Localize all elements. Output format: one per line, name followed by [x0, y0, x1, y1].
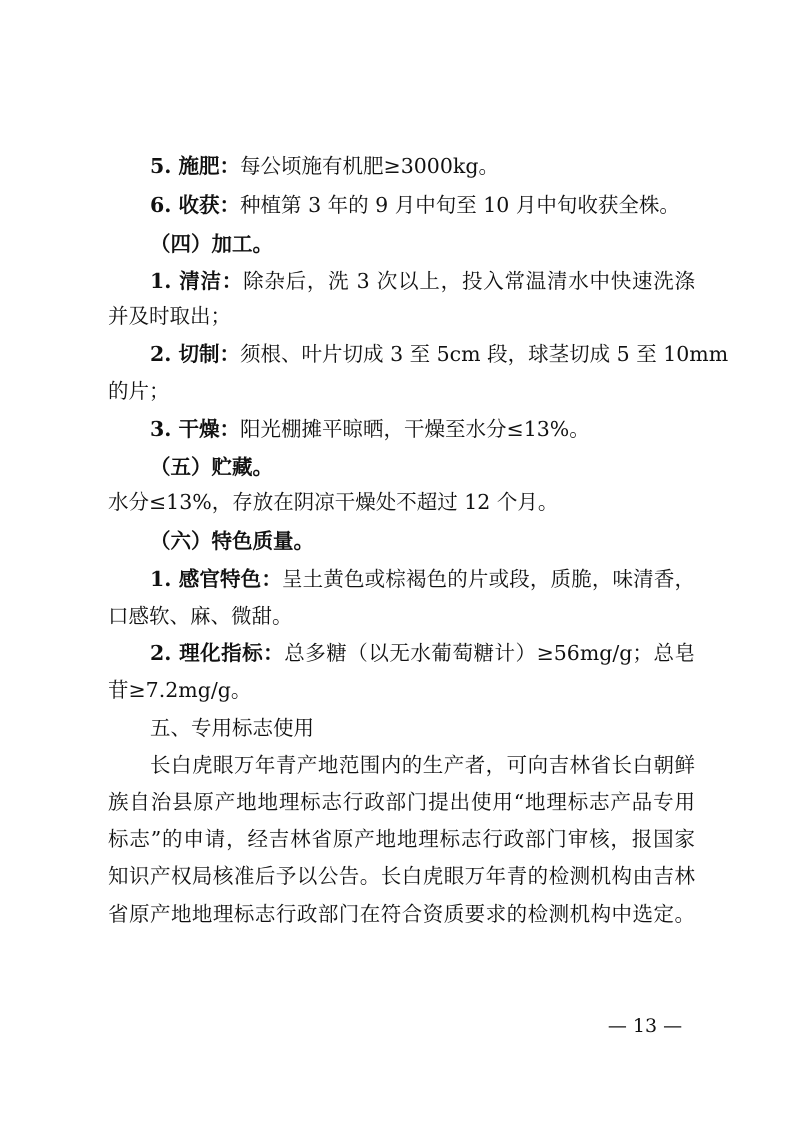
section-heading: 五、专用标志使用 [150, 716, 314, 740]
item-cleaning [150, 268, 695, 294]
item-label: 5. 施肥： [150, 154, 241, 178]
item-sensory [150, 566, 695, 592]
item-label: 6. 收获： [150, 193, 241, 217]
item-cutting-cont: 的片； [108, 379, 170, 403]
heading-quality: （六）特色质量。 [150, 529, 314, 553]
paragraph-line: 知识产权局核准后予以公告。长白虎眼万年青的检测机构由吉林 [108, 864, 695, 888]
storage-text: 水分≤13%，存放在阴凉干燥处不超过 12 个月。 [108, 490, 559, 514]
item-text: 除杂后，洗 3 次以上，投入常温清水中快速洗涤 [243, 269, 695, 293]
item-cutting [150, 341, 729, 367]
item-fertilize [150, 153, 695, 179]
page-number: — 13 — [607, 1015, 683, 1037]
item-text: 须根、叶片切成 3 至 5cm 段，球茎切成 5 至 10mm [240, 342, 729, 366]
item-physchem-cont: 苷≥7.2mg/g。 [108, 678, 252, 702]
item-label: 1. 清洁： [150, 269, 244, 293]
item-physchem [150, 640, 695, 666]
item-text: 种植第 3 年的 9 月中旬至 10 月中旬收获全株。 [240, 193, 680, 217]
item-sensory-cont: 口感软、麻、微甜。 [108, 604, 293, 628]
heading-storage: （五）贮藏。 [150, 455, 273, 479]
item-label: 2. 理化指标： [150, 641, 285, 665]
item-label: 1. 感官特色： [150, 567, 282, 591]
paragraph-line: 标志”的申请，经吉林省原产地地理标志行政部门审核，报国家 [108, 827, 695, 851]
heading-processing: （四）加工。 [150, 232, 273, 256]
item-cleaning-cont: 并及时取出； [108, 304, 231, 328]
item-text: 总多糖（以无水葡萄糖计）≥56mg/g；总皂 [284, 641, 695, 665]
item-harvest [150, 192, 695, 218]
paragraph-line: 省原产地地理标志行政部门在符合资质要求的检测机构中选定。 [108, 902, 695, 926]
item-label: 3. 干燥： [150, 417, 241, 441]
item-text: 每公顷施有机肥≥3000kg。 [240, 154, 499, 178]
item-text: 阳光棚摊平晾晒，干燥至水分≤13%。 [240, 417, 590, 441]
item-drying [150, 416, 695, 442]
paragraph-line: 族自治县原产地地理标志行政部门提出使用“地理标志产品专用 [108, 790, 695, 814]
paragraph-line: 长白虎眼万年青产地范围内的生产者，可向吉林省长白朝鲜 [150, 753, 695, 777]
item-label: 2. 切制： [150, 342, 241, 366]
item-text: 呈土黄色或棕褐色的片或段，质脆，味清香， [282, 567, 696, 591]
